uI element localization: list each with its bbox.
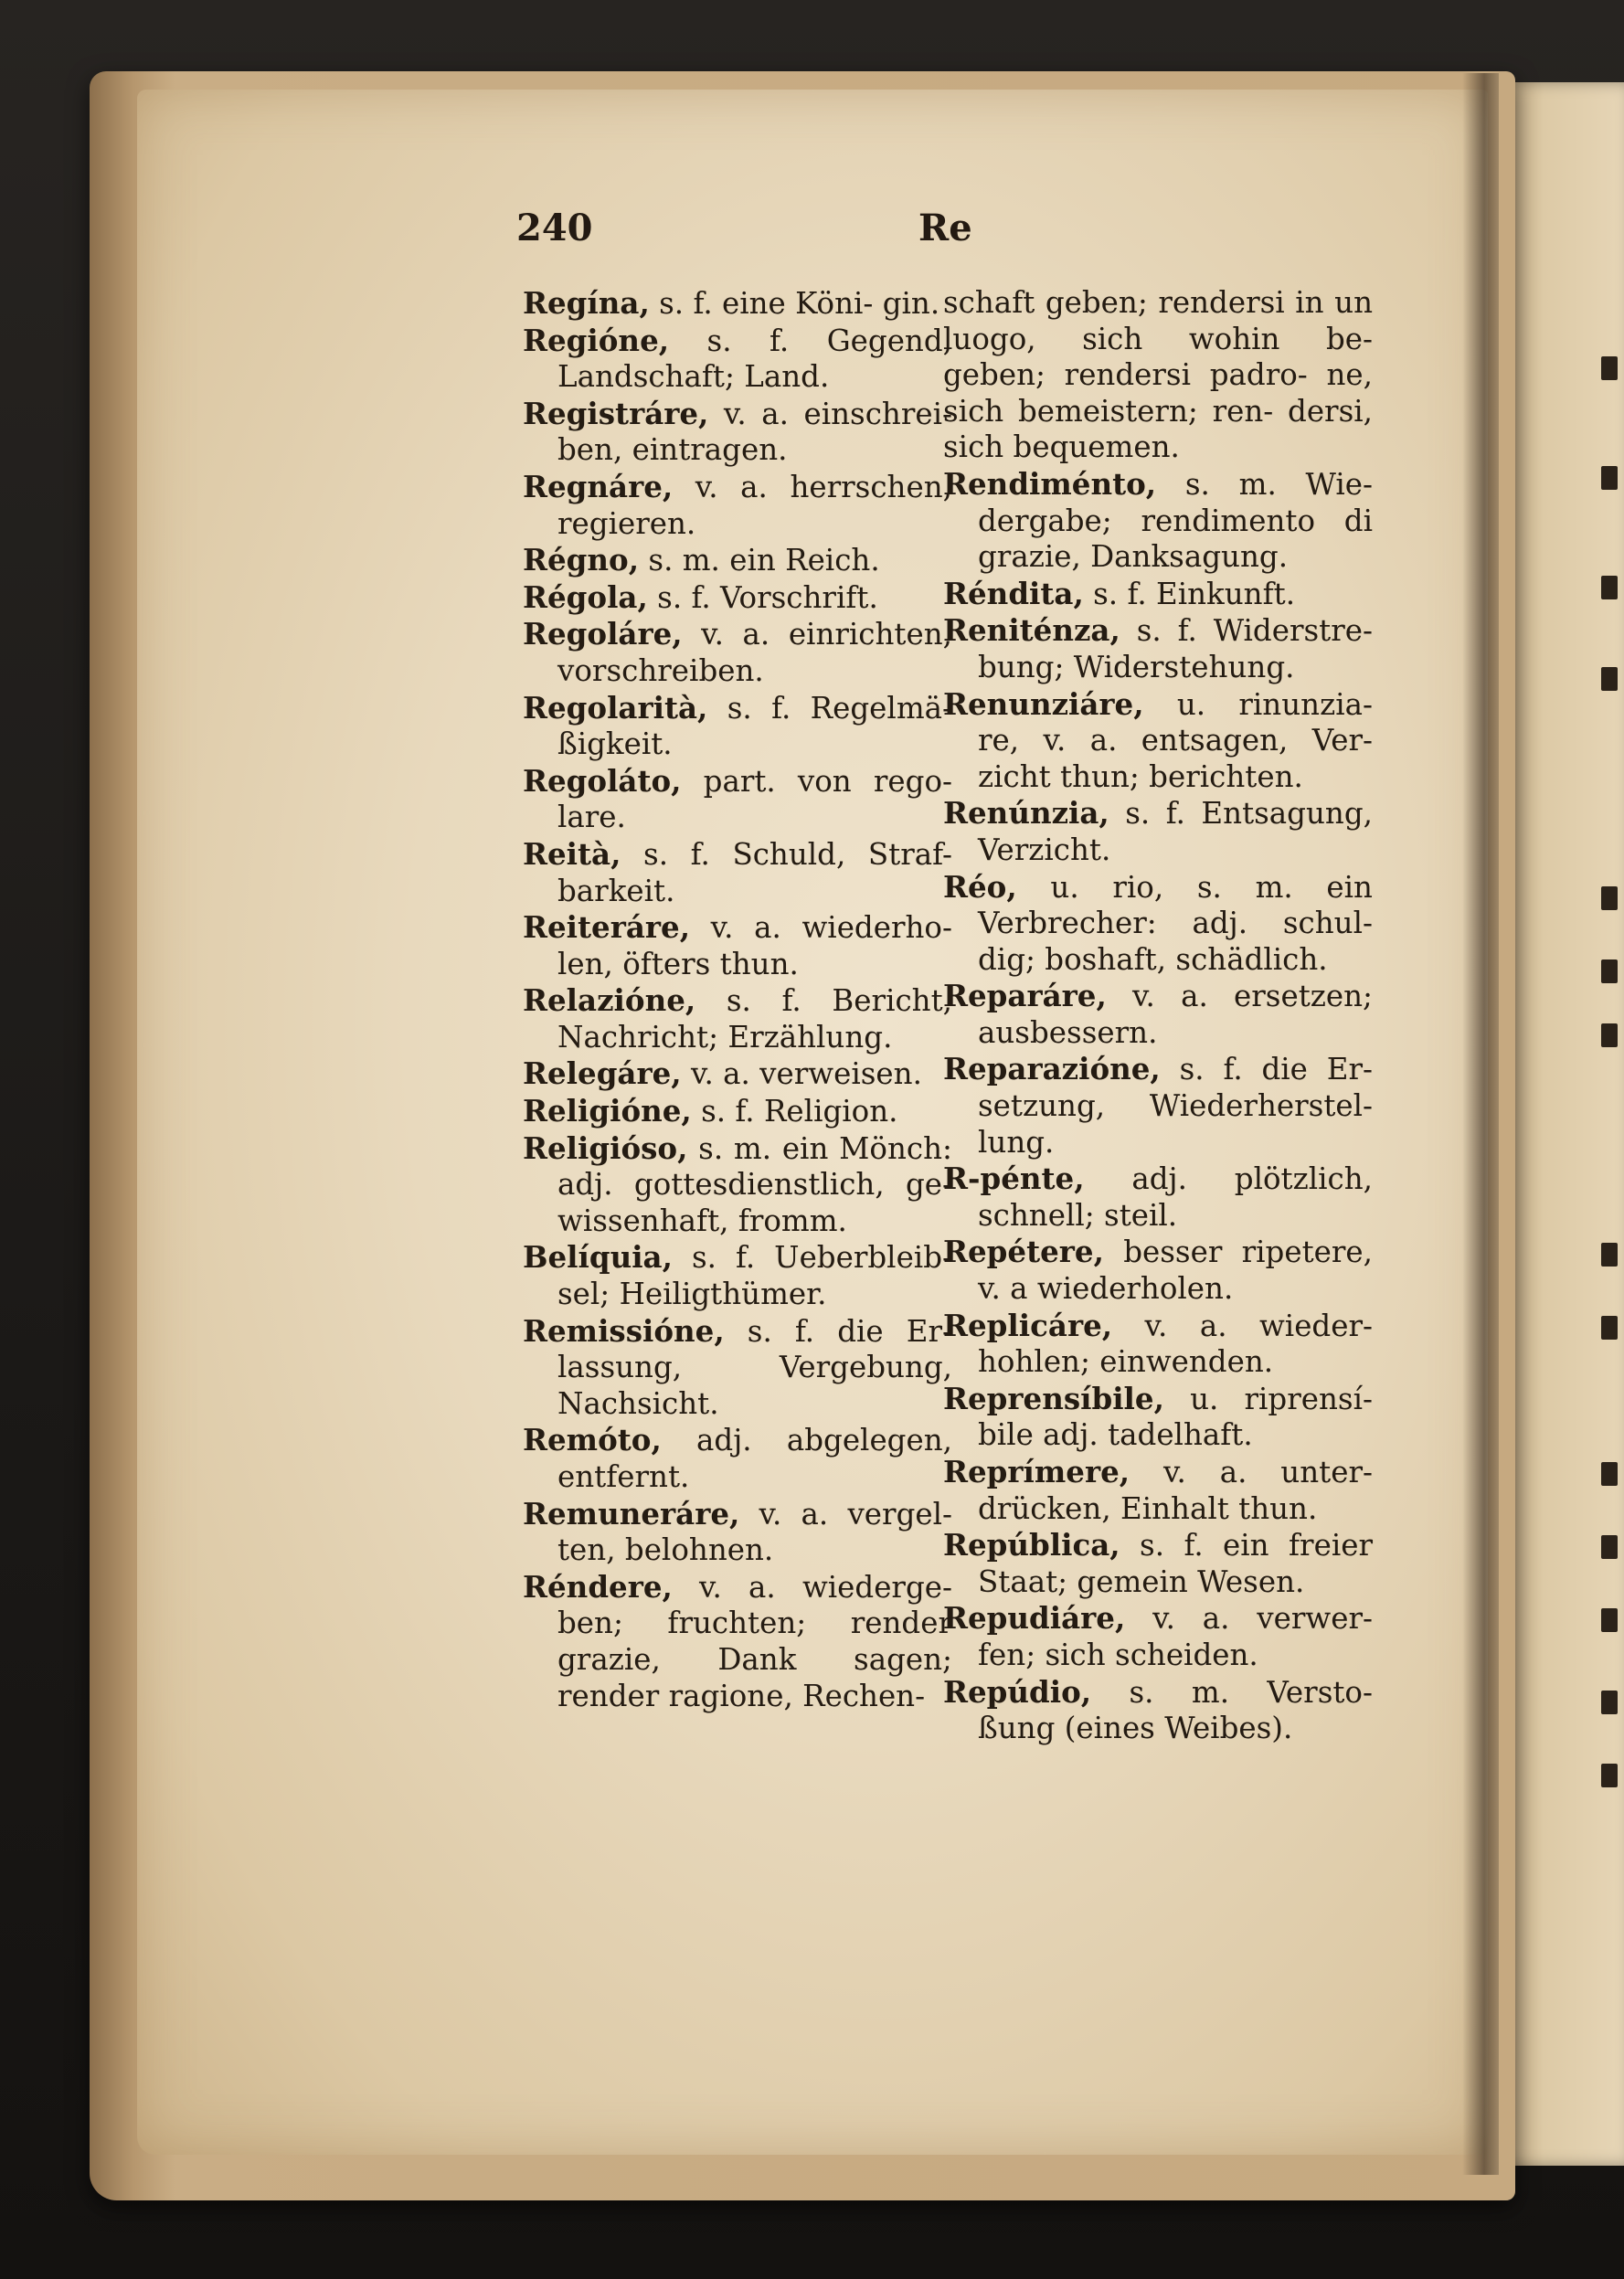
entry-headword: Relazióne, [523,982,696,1019]
entry-headword: Replicáre, [943,1307,1113,1343]
entry-definition: s. f. ein freier Staat; gemein Wesen. [978,1528,1373,1599]
dictionary-entry [943,978,1373,1051]
entry-definition: s. f. Vorschrift. [657,579,878,615]
entry-definition: v. a. unter- drücken, Einhalt thun. [978,1455,1373,1526]
entry-headword: Regióne, [523,322,670,358]
dictionary-entry [943,1051,1373,1161]
dictionary-entry [943,795,1373,868]
entry-definition: v. a. einschrei- ben, eintragen. [557,396,952,468]
dictionary-entry [943,466,1373,576]
entry-definition: s. f. Religion. [701,1094,898,1129]
entry-definition: s. m. Wie- dergabe; rendimento di grazie, Danksagung. [978,466,1373,575]
entry-headword: Remóto, [523,1422,662,1458]
entry-definition: s. f. die Er- lassung, Vergebung, Nachsicht. [557,1313,952,1421]
entry-definition: v. a. verwer- fen; sich scheiden. [978,1601,1373,1672]
entry-definition: s. f. Gegend, Landschaft; Land. [557,323,952,395]
entry-headword: Belíquia, [523,1239,673,1276]
entry-headword: Réndere, [523,1568,673,1605]
dictionary-entry [523,836,952,909]
entry-definition: v. a. wiederho- len, öfters thun. [557,910,952,981]
entry-definition: s. m. ein Mönch: adj. gottesdienstlich, ge- wissenhaft, fromm. [557,1130,952,1238]
entry-definition: v. a. wieder- hohlen; einwenden. [978,1308,1373,1380]
entry-headword: Remissióne, [523,1312,725,1349]
entry-headword: Religióne, [523,1093,692,1129]
page-number: 240 [516,207,593,249]
dictionary-entry [943,1674,1373,1747]
entry-headword: Registráre, [523,395,709,431]
dictionary-entry [943,285,1373,466]
entry-headword: Regnáre, [523,468,674,504]
entry-definition: v. a. wiederge- ben; fruchten; render grazie, Dank sagen; render ragione, Rechen- [557,1569,952,1713]
dictionary-entry [943,869,1373,979]
dictionary-entry [523,1130,952,1240]
dictionary-entry [523,909,952,982]
entry-headword: Remuneráre, [523,1495,740,1532]
entry-headword: Reprímere, [943,1454,1130,1489]
dictionary-entry [523,616,952,689]
entry-definition: s. f. Entsagung, Verzicht. [978,796,1373,867]
entry-headword: Repétere, [943,1234,1104,1270]
dictionary-entry [523,1093,952,1130]
entry-definition: v. a. herrschen, regieren. [557,469,952,541]
running-head [516,207,1430,261]
entry-definition: v. a. einrichten, vorschreiben. [557,617,952,688]
entry-headword: Renunziáre, [943,685,1144,722]
dictionary-entry [523,763,952,836]
dictionary-entry [523,396,952,469]
entry-headword: Régola, [523,578,648,615]
dictionary-entry [943,1234,1373,1307]
entry-headword: Regolarità, [523,689,708,726]
entry-headword: Renúnzia, [943,795,1109,832]
dictionary-entry [943,1161,1373,1234]
entry-definition: u. rio, s. m. ein Verbrecher: adj. schul- dig; boshaft, schädlich. [978,869,1373,977]
dictionary-entry [523,982,952,1055]
entry-headword: República, [943,1527,1120,1564]
entry-headword: Reparáre, [943,978,1107,1014]
entry-definition: s. f. die Er- setzung, Wiederherstel- lung. [978,1052,1373,1160]
entry-headword: Regína, [523,285,650,321]
dictionary-entry [943,686,1373,796]
entry-definition: s. f. Bericht, Nachricht; Erzählung. [557,983,952,1055]
entry-headword: Reità, [523,835,621,872]
section-letters: Re [918,207,972,249]
dictionary-entry [943,1381,1373,1454]
book-gutter-shadow [1462,73,1499,2175]
dictionary-entry [943,1454,1373,1527]
entry-headword: Rendiménto, [943,465,1157,502]
entry-definition: schaft geben; rendersi in un luogo, sich wohin be- geben; rendersi padro- ne, sich bemeistern; ren- dersi, sich bequemen. [943,285,1373,465]
entry-headword: Relegáre, [523,1055,682,1092]
dictionary-entry [943,612,1373,685]
dictionary-entry [943,576,1373,613]
entry-definition: s. f. Regelmä- ßigkeit. [557,690,952,762]
dictionary-entry [523,542,952,579]
entry-definition: s. f. Einkunft. [1093,576,1296,611]
entry-headword: Repudiáre, [943,1600,1126,1637]
right-column [943,285,1373,1747]
dictionary-entry [523,579,952,617]
entry-headword: Religióso, [523,1129,688,1166]
dictionary-entry [943,1527,1373,1600]
entry-definition: v. a. ersetzen; ausbessern. [978,979,1373,1050]
entry-definition: s. m. ein Reich. [648,543,880,578]
entry-headword: Réo, [943,868,1017,905]
entry-definition: v. a. vergel- ten, belohnen. [557,1496,952,1568]
dictionary-entry [523,1239,952,1312]
entry-headword: Reparazióne, [943,1051,1161,1087]
entry-headword: Regoláre, [523,616,683,652]
dictionary-entry [523,1569,952,1714]
entry-headword: R-pénte, [943,1161,1085,1197]
entry-headword: Régno, [523,542,640,578]
dictionary-entry [523,1055,952,1093]
entry-definition: s. f. eine Köni- gin. [659,286,940,321]
dictionary-entry [523,469,952,542]
entry-definition: s. f. Schuld, Straf- barkeit. [557,836,952,908]
entry-definition: adj. abgelegen, entfernt. [557,1423,952,1494]
dictionary-entry [523,1313,952,1423]
entry-headword: Réndita, [943,575,1084,611]
entry-definition: s. f. Widerstre- bung; Widerstehung. [978,613,1373,684]
dictionary-entry [523,1496,952,1569]
entry-definition: s. m. Versto- ßung (eines Weibes). [978,1674,1373,1746]
dictionary-entry [943,1600,1373,1673]
entry-definition: part. von rego- lare. [557,763,952,835]
dictionary-entry [943,1308,1373,1381]
entry-definition: adj. plötzlich, schnell; steil. [978,1161,1373,1233]
entry-definition: u. riprensí- bile adj. tadelhaft. [978,1381,1373,1453]
entry-headword: Regoláto, [523,762,682,799]
left-column [523,285,952,1714]
dictionary-entry [523,285,952,323]
entry-definition: besser ripetere, v. a wiederholen. [978,1235,1373,1307]
entry-headword: Reprensíbile, [943,1380,1164,1416]
entry-definition: s. f. Ueberbleib- sel; Heiligthümer. [557,1240,952,1312]
entry-definition: v. a. verweisen. [690,1056,922,1092]
entry-definition: u. rinunzia- re, v. a. entsagen, Ver- zicht thun; berichten. [978,686,1373,794]
entry-headword: Reniténza, [943,612,1120,649]
dictionary-entry [523,323,952,396]
dictionary-entry [523,690,952,763]
entry-headword: Reiteráre, [523,909,691,946]
entry-headword: Repúdio, [943,1673,1092,1710]
dictionary-entry [523,1422,952,1495]
